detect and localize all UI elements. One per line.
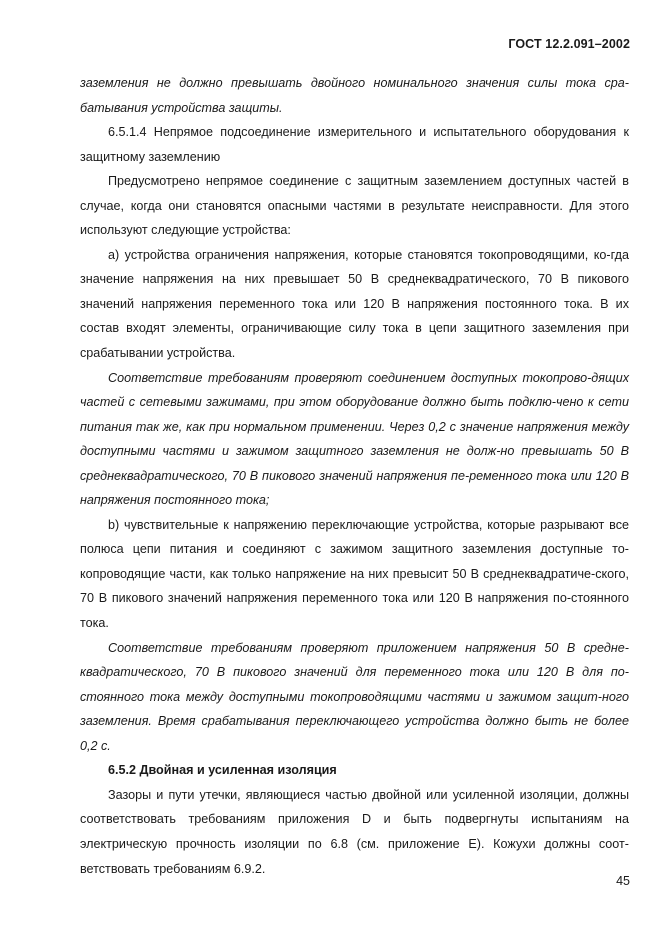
standard-designation: ГОСТ 12.2.091–2002 [508,37,630,51]
list-item-a: a) устройства ограничения напряжения, которые становятся токопроводящими, ко-гда значение напряжения на них превышает 50 В среднеквадратического, 70 В пикового значений напряжения переменного тока или 120 В напряжения постоянного тока. В их состав входят элементы, ограничивающие силу тока в цепи защитного заземления при срабатывании устройства. [80,247,629,361]
list-item-b: b) чувствительные к напряжению переключающие устройства, которые разрывают все полюса цепи питания и соединяют с зажимом защитного заземления доступные то-копроводящие части, как только напряжение на них превысит 50 В среднеквадратиче-ского, 70 В пикового значений напряжения переменного тока или 120 В напряжения по-стоянного тока. [80,517,629,631]
paragraph: 6.5.1.4 Непрямое подсоединение измерительного и испытательного оборудования к защитному заземлению [80,125,629,164]
paragraph: заземления не должно превышать двойного номинального значения силы тока сра-батывания устройства защиты. [80,76,629,115]
page-number: 45 [616,874,630,888]
paragraph: Соответствие требованиям проверяют приложением напряжения 50 В средне-квадратического, 70 В пикового значений для переменного тока или 120 В для по-стоянного тока между доступными токопроводящими частями и зажимом защит-ного заземления. Время срабатывания переключающего устройства должно быть не более 0,2 с. [80,640,629,753]
paragraph: Соответствие требованиям проверяют соединением доступных токопрово-дящих частей с сетевыми зажимами, при этом оборудование должно быть подклю-чено к сети питания так же, как при нормальном применении. Через 0,2 с значение напряжения между доступными частями и зажимом защитного заземления не долж-но превышать 50 В среднеквадратического, 70 В пикового значений напряжения пе-ременного тока или 120 В напряжения постоянного тока; [80,370,629,508]
section-heading: 6.5.2 Двойная и усиленная изоляция [108,763,337,778]
paragraph: Зазоры и пути утечки, являющиеся частью двойной или усиленной изоляции, должны соответствовать требованиям приложения D и быть подвергнуты испытаниям на электрическую прочность изоляции по 6.8 (см. приложение Е). Кожухи должны соот-ветствовать требованиям 6.9.2. [80,787,629,876]
body-text [80,71,629,881]
paragraph: Предусмотрено непрямое соединение с защитным заземлением доступных частей в случае, когда они становятся опасными частями в результате неисправности. Для этого используют следующие устройства: [80,174,629,238]
